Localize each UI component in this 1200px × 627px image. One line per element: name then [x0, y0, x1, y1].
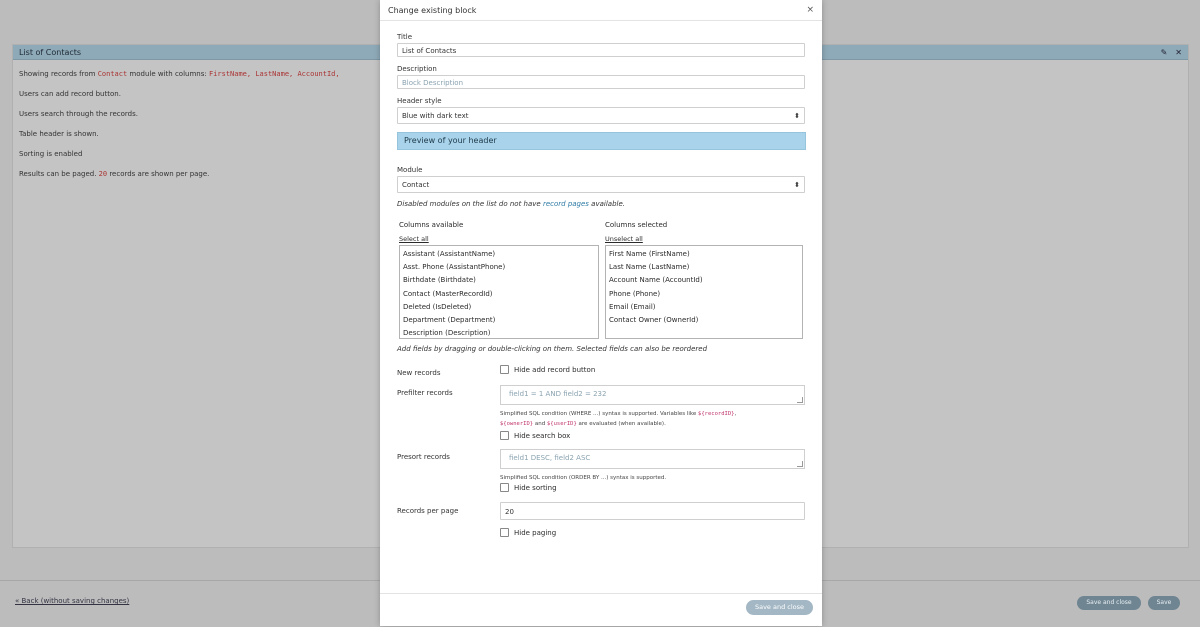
- selected-column-item[interactable]: Phone (Phone): [609, 289, 661, 298]
- save-and-close-button[interactable]: Save and close: [746, 600, 813, 615]
- header-style-value: Blue with dark text: [402, 112, 469, 120]
- summary-text: Showing records from: [19, 70, 98, 78]
- columns-note: Add fields by dragging or double-clicking on them. Selected fields can also be reordered: [397, 345, 708, 353]
- modal-header: [380, 0, 822, 21]
- module-note-text: Disabled modules on the list do not have: [397, 200, 543, 208]
- hide-paging-checkbox[interactable]: [500, 528, 805, 537]
- background-save-and-close-button[interactable]: Save and close: [1077, 596, 1141, 610]
- change-block-modal: [380, 0, 822, 626]
- hide-sorting-checkbox[interactable]: [500, 483, 805, 492]
- description-input[interactable]: Block Description: [397, 75, 805, 89]
- presort-hint: Simplified SQL condition (ORDER BY ...) syntax is supported.: [500, 475, 667, 481]
- checkbox-box[interactable]: [500, 365, 509, 374]
- new-records-label: New records: [397, 369, 441, 377]
- columns-selected-label: Columns selected: [605, 221, 668, 229]
- hide-search-label: Hide search box: [514, 431, 571, 440]
- header-style-label: Header style: [397, 97, 442, 105]
- back-link[interactable]: « Back (without saving changes): [15, 597, 130, 605]
- modal-footer: [380, 593, 822, 626]
- summary-code: 20: [98, 170, 108, 178]
- summary-text: module with columns:: [127, 70, 209, 78]
- columns-available-label: Columns available: [399, 221, 464, 229]
- summary-code: FirstName, LastName, AccountId,: [208, 70, 340, 78]
- columns-available-list[interactable]: [399, 245, 599, 339]
- selected-column-item[interactable]: Account Name (AccountId): [609, 276, 703, 285]
- available-column-item[interactable]: Contact (MasterRecordId): [403, 289, 493, 298]
- selected-column-item[interactable]: Email (Email): [609, 302, 656, 311]
- hide-add-record-checkbox[interactable]: [500, 365, 595, 374]
- close-icon[interactable]: ✕: [1175, 47, 1182, 57]
- available-column-item[interactable]: Deleted (IsDeleted): [403, 302, 472, 311]
- hide-add-record-label: Hide add record button: [514, 365, 596, 374]
- per-page-row: [397, 502, 805, 537]
- title-input[interactable]: List of Contacts: [397, 43, 805, 57]
- header-preview: Preview of your header: [397, 132, 806, 150]
- available-column-item[interactable]: Department (Department): [403, 315, 496, 324]
- prefilter-hint-var-user: ${userID}: [546, 421, 577, 427]
- module-label: Module: [397, 166, 423, 174]
- per-page-label: Records per page: [397, 507, 459, 515]
- prefilter-hint-end: are evaluated (when available).: [576, 421, 666, 427]
- unselect-all-link[interactable]: Unselect all: [605, 235, 643, 243]
- summary-text: Results can be paged.: [19, 170, 99, 178]
- columns-available-group: [399, 221, 599, 339]
- prefilter-hint: [500, 409, 805, 429]
- modal-title: Change existing block: [388, 5, 477, 15]
- prefilter-label: Prefilter records: [397, 389, 453, 397]
- selected-column-item[interactable]: First Name (FirstName): [609, 250, 690, 258]
- columns-selected-list[interactable]: [605, 245, 803, 339]
- summary-text: Table header is shown.: [19, 130, 99, 138]
- summary-text: Users can add record button.: [19, 90, 121, 98]
- checkbox-box[interactable]: [500, 431, 509, 440]
- description-label: Description: [397, 65, 437, 73]
- columns-picker: [397, 221, 805, 339]
- summary-text: Users search through the records.: [19, 110, 138, 118]
- hide-paging-label: Hide paging: [514, 528, 557, 537]
- columns-selected-group: [605, 221, 803, 339]
- available-column-item[interactable]: Asst. Phone (AssistantPhone): [403, 263, 506, 272]
- summary-text: records are shown per page.: [107, 170, 210, 178]
- select-arrows-icon: ⬍: [794, 181, 800, 189]
- prefilter-textarea[interactable]: field1 = 1 AND field2 = 232: [500, 385, 805, 405]
- presort-row: [397, 449, 805, 492]
- title-label: Title: [397, 33, 413, 41]
- summary-text: Sorting is enabled: [19, 150, 83, 158]
- select-all-link[interactable]: Select all: [399, 235, 429, 243]
- record-pages-link[interactable]: record pages: [542, 200, 589, 208]
- presort-label: Presort records: [397, 453, 450, 461]
- hide-search-checkbox[interactable]: [500, 431, 805, 440]
- edit-icon[interactable]: ✎: [1160, 47, 1168, 57]
- summary-code: Contact: [97, 70, 128, 78]
- module-select[interactable]: [397, 176, 805, 193]
- new-records-row: [397, 365, 805, 377]
- available-column-item[interactable]: Birthdate (Birthdate): [403, 276, 476, 285]
- module-note-text-end: available.: [588, 200, 625, 208]
- prefilter-hint-and: and: [533, 421, 547, 427]
- select-arrows-icon: ⬍: [794, 112, 800, 120]
- selected-column-item[interactable]: Last Name (LastName): [609, 263, 690, 272]
- header-style-select[interactable]: [397, 107, 805, 124]
- module-note: [397, 200, 805, 208]
- hide-sorting-label: Hide sorting: [514, 483, 557, 492]
- per-page-input[interactable]: 20: [500, 502, 805, 520]
- prefilter-hint-sep: ,: [734, 411, 737, 417]
- presort-textarea[interactable]: field1 DESC, field2 ASC: [500, 449, 805, 469]
- available-column-item[interactable]: Description (Description): [403, 329, 491, 338]
- prefilter-hint-text: Simplified SQL condition (WHERE ...) syntax is supported. Variables like: [500, 411, 699, 417]
- prefilter-hint-var-owner: ${ownerID}: [500, 421, 534, 427]
- module-value: Contact: [402, 181, 430, 189]
- background-save-button[interactable]: Save: [1148, 596, 1180, 610]
- available-column-item[interactable]: Assistant (AssistantName): [403, 250, 496, 258]
- checkbox-box[interactable]: [500, 483, 509, 492]
- checkbox-box[interactable]: [500, 528, 509, 537]
- selected-column-item[interactable]: Contact Owner (OwnerId): [609, 315, 699, 324]
- prefilter-row: [397, 385, 805, 440]
- background-block-title: List of Contacts: [19, 47, 82, 57]
- modal-close-icon[interactable]: ×: [806, 5, 814, 15]
- prefilter-hint-var-record: ${recordID}: [698, 411, 735, 417]
